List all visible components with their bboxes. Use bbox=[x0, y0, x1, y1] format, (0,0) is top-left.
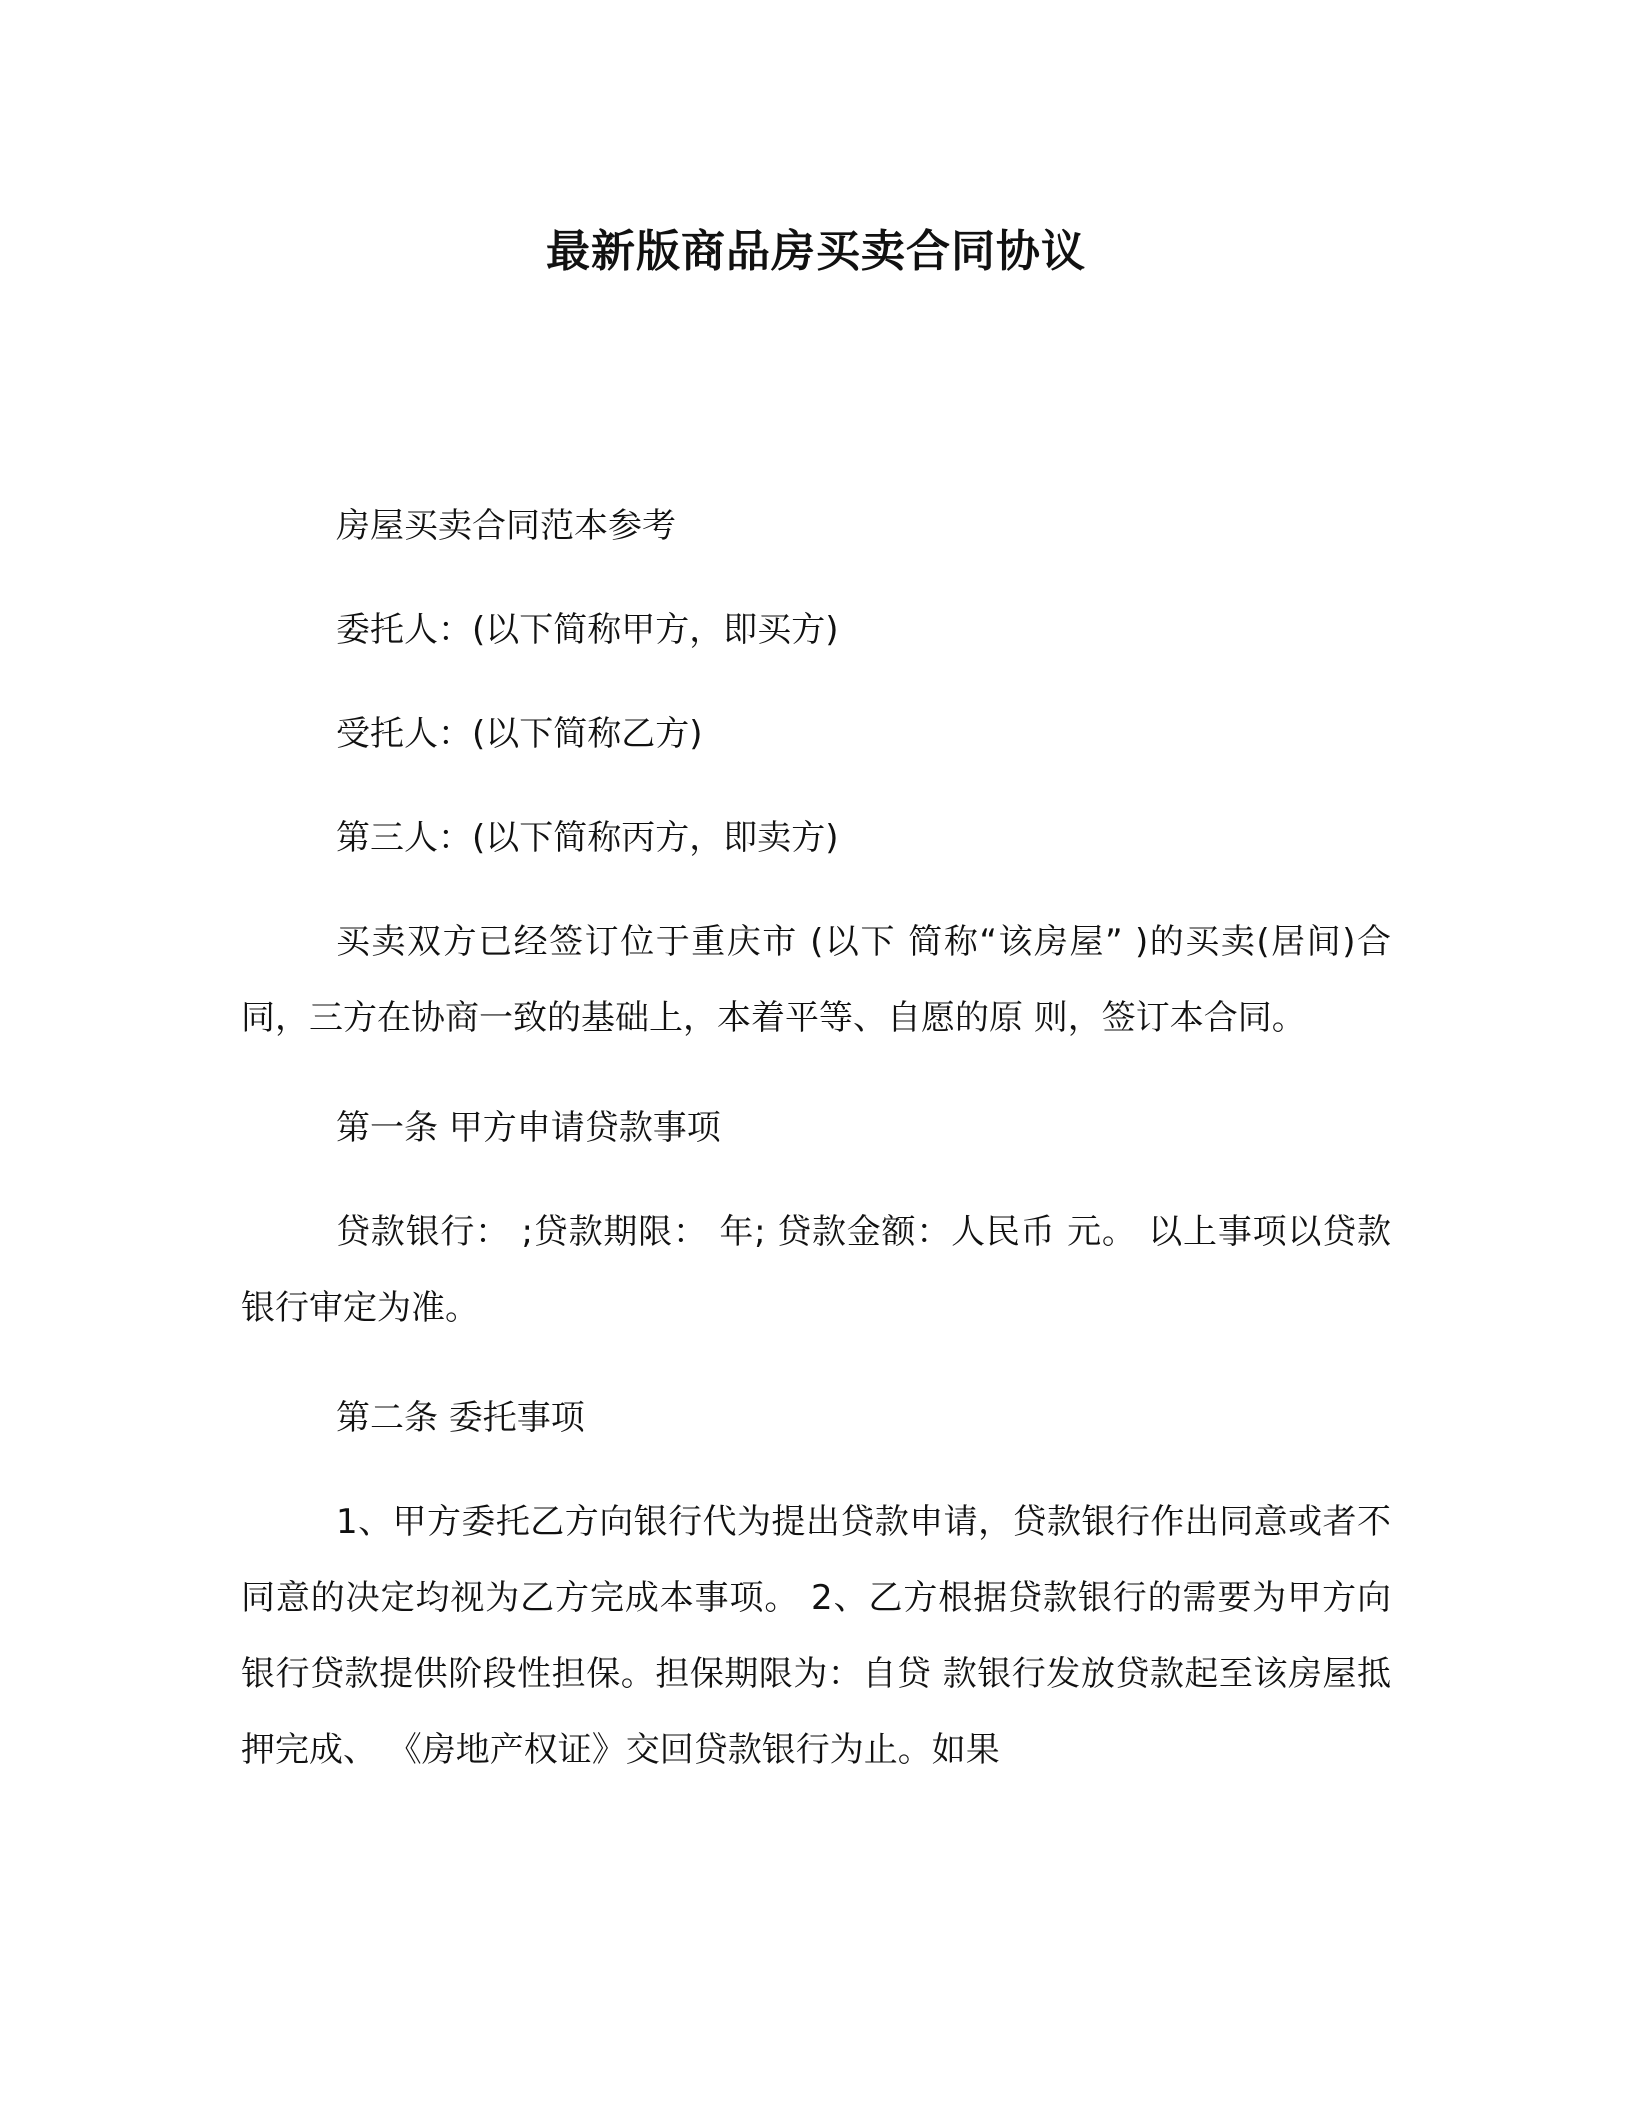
paragraph-party-a: 委托人：(以下简称甲方，即买方) bbox=[336, 610, 839, 650]
paragraph-article-2-body: 1、甲方委托乙方向银行代为提出贷款申请，贷款银行作出同意或者不同意的决定均视为乙方完成本事项。 2、乙方根据贷款银行的需要为甲方向银行贷款提供阶段性担保。担保期限为：自贷 款银行发放贷款起至该房屋抵押完成、 《房地产权证》交回贷款银行为止。如果 bbox=[241, 1502, 1391, 1770]
paragraph-party-c: 第三人：(以下简称丙方，即卖方) bbox=[336, 818, 839, 858]
document-body bbox=[241, 488, 1391, 1788]
paragraph-preamble: 买卖双方已经签订位于重庆市 (以下 简称“该房屋” )的买卖(居间)合同，三方在协商一致的基础上，本着平等、自愿的原 则，签订本合同。 bbox=[241, 922, 1391, 1038]
paragraph-subtitle: 房屋买卖合同范本参考 bbox=[336, 506, 676, 546]
paragraph-article-2-heading: 第二条 委托事项 bbox=[336, 1398, 585, 1438]
document-title: 最新版商品房买卖合同协议 bbox=[546, 226, 1086, 277]
paragraph-party-b: 受托人：(以下简称乙方) bbox=[336, 714, 703, 754]
paragraph-article-1-heading: 第一条 甲方申请贷款事项 bbox=[336, 1108, 721, 1148]
paragraph-article-1-body: 贷款银行： ;贷款期限： 年; 贷款金额：人民币 元。 以上事项以贷款银行审定为准。 bbox=[241, 1212, 1391, 1328]
